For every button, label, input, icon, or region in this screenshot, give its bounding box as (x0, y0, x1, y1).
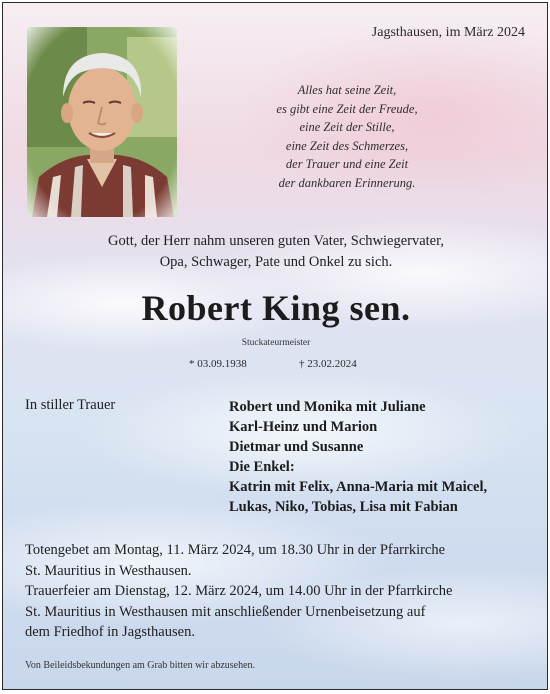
portrait-photo (27, 27, 177, 217)
poem-line: der dankbaren Erinnerung. (278, 175, 416, 190)
service-line: dem Friedhof in Jagsthausen. (25, 624, 195, 640)
birth-date: * 03.09.1938 (189, 358, 247, 370)
mourner-line: Dietmar und Susanne (229, 439, 364, 455)
poem-line: Alles hat seine Zeit, (297, 83, 397, 97)
mourning-label: In stiller Trauer (25, 397, 116, 413)
poem (229, 81, 465, 192)
poem-line: eine Zeit der Stille, (299, 120, 395, 134)
obituary-notice (2, 2, 548, 690)
intro-text (3, 231, 548, 273)
date-line: Jagsthausen, im März 2024 (371, 25, 525, 40)
deceased-name: Robert King sen. (141, 288, 411, 328)
service-line: Trauerfeier am Dienstag, 12. März 2024, um 14.00 Uhr in der Pfarrkirche (25, 583, 453, 599)
mourners-list (229, 397, 487, 517)
mourner-line: Robert und Monika mit Juliane (229, 399, 426, 415)
closing-note: Von Beileidsbekundungen am Grab bitten wir abzusehen. (25, 660, 256, 671)
intro-line: Gott, der Herr nahm unseren guten Vater, Schwiegervater, (108, 233, 444, 249)
mourner-line: Katrin mit Felix, Anna-Maria mit Maicel, (229, 479, 488, 495)
poem-line: es gibt eine Zeit der Freude, (276, 101, 418, 116)
mourner-line: Karl-Heinz und Marion (229, 419, 378, 435)
service-line: Totengebet am Montag, 11. März 2024, um 18.30 Uhr in der Pfarrkirche (25, 542, 446, 558)
deceased-occupation: Stuckateurmeister (241, 338, 311, 348)
death-date: † 23.02.2024 (299, 358, 357, 370)
mourner-line: Lukas, Niko, Tobias, Lisa mit Fabian (229, 499, 458, 515)
intro-line: Opa, Schwager, Pate und Onkel zu sich. (159, 254, 393, 270)
poem-line: eine Zeit des Schmerzes, (285, 138, 409, 153)
service-line: St. Mauritius in Westhausen mit anschließender Urnenbeisetzung auf (25, 603, 426, 620)
poem-line: der Trauer und eine Zeit (285, 157, 409, 171)
service-line: St. Mauritius in Westhausen. (25, 562, 192, 579)
mourner-line: Die Enkel: (229, 459, 295, 475)
service-details (25, 540, 535, 643)
